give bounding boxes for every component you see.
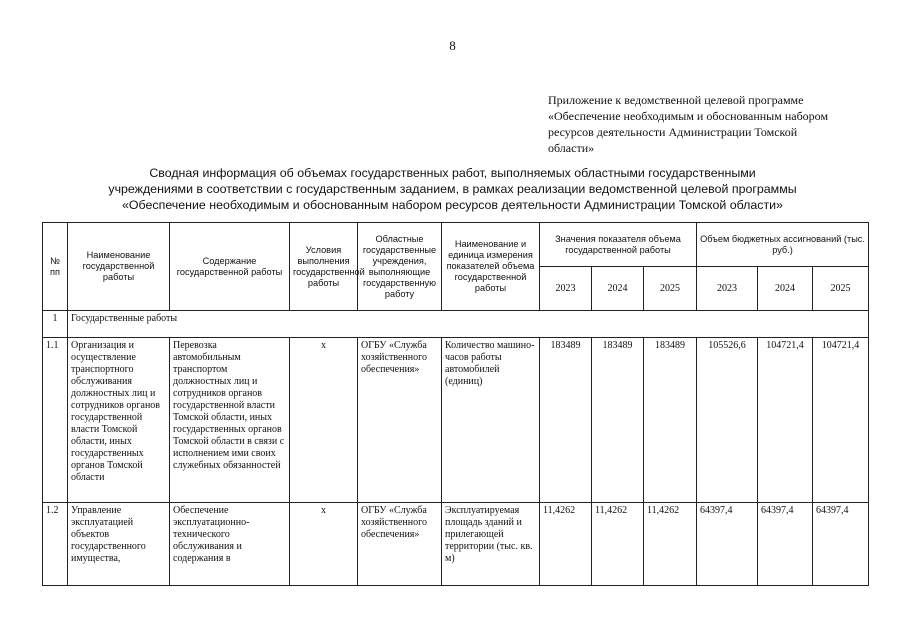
- header-name: Наименование государственной работы: [68, 223, 170, 311]
- header-year: 2024: [592, 267, 644, 311]
- section-num: 1: [43, 311, 68, 338]
- row-institution: ОГБУ «Служба хозяйственного обеспечения»: [358, 503, 442, 586]
- section-row: [43, 311, 869, 338]
- row-value: 11,4262: [540, 503, 592, 586]
- page-number: 8: [449, 38, 456, 53]
- header-year: 2023: [540, 267, 592, 311]
- row-num: 1.2: [43, 503, 68, 586]
- appendix-line: Приложение к ведомственной целевой программе: [548, 93, 804, 107]
- header-year: 2024: [758, 267, 813, 311]
- header-year: 2023: [697, 267, 758, 311]
- row-indicator: Эксплуатируемая площадь зданий и прилегающей территории (тыс. кв. м): [442, 503, 540, 586]
- row-num: 1.1: [43, 338, 68, 503]
- row-budget: 64397,4: [758, 503, 813, 586]
- row-budget: 105526,6: [697, 338, 758, 503]
- row-value: 183489: [592, 338, 644, 503]
- header-year: 2025: [644, 267, 697, 311]
- section-label: Государственные работы: [68, 311, 869, 338]
- header-num: № пп: [43, 223, 68, 311]
- header-budget-group: Объем бюджетных ассигнований (тыс. руб.): [697, 223, 869, 267]
- table-row: [43, 503, 869, 586]
- row-value: 183489: [644, 338, 697, 503]
- row-content: Обеспечение эксплуатационно-технического обслуживания и содержания в: [170, 503, 290, 586]
- title-line: учреждениями в соответствии с государственным заданием, в рамках реализации ведомственной целевой программы: [108, 182, 797, 196]
- row-value: 11,4262: [592, 503, 644, 586]
- row-content: Перевозка автомобильным транспортом должностных лиц и сотрудников органов государственной власти Томской области, иных государственных органов Томской области в связи с исполнением ими своих служебных обязанностей: [170, 338, 290, 503]
- table-row: [43, 338, 869, 503]
- row-budget: 64397,4: [813, 503, 869, 586]
- row-value: 11,4262: [644, 503, 697, 586]
- header-indicators: Наименование и единица измерения показателей объема государственной работы: [442, 223, 540, 311]
- row-institution: ОГБУ «Служба хозяйственного обеспечения»: [358, 338, 442, 503]
- appendix-note: [548, 92, 859, 156]
- appendix-line: области»: [548, 141, 595, 155]
- row-budget: 64397,4: [697, 503, 758, 586]
- title-line: Сводная информация об объемах государственных работ, выполняемых областными государственными: [149, 166, 756, 180]
- row-budget: 104721,4: [758, 338, 813, 503]
- row-budget: 104721,4: [813, 338, 869, 503]
- appendix-line: «Обеспечение необходимым и обоснованным набором: [548, 109, 829, 123]
- header-institutions: Областные государственные учреждения, выполняющие государственную работу: [358, 223, 442, 311]
- row-conditions: х: [290, 338, 358, 503]
- row-indicator: Количество машино-часов работы автомобилей (единиц): [442, 338, 540, 503]
- row-value: 183489: [540, 338, 592, 503]
- row-conditions: х: [290, 503, 358, 586]
- row-name: Управление эксплуатацией объектов государственного имущества,: [68, 503, 170, 586]
- document-title: [90, 165, 815, 213]
- header-year: 2025: [813, 267, 869, 311]
- header-conditions: Условия выполнения государственной работы: [290, 223, 358, 311]
- header-content: Содержание государственной работы: [170, 223, 290, 311]
- appendix-line: ресурсов деятельности Администрации Томской: [548, 125, 798, 139]
- row-name: Организация и осуществление транспортного обслуживания должностных лиц и сотрудников органов государственной власти Томской области, иных государственных органов Томской области: [68, 338, 170, 503]
- works-table: [42, 222, 869, 586]
- header-values-group: Значения показателя объема государственной работы: [540, 223, 697, 267]
- title-line: «Обеспечение необходимым и обоснованным набором ресурсов деятельности Администрации Томской области»: [122, 198, 783, 212]
